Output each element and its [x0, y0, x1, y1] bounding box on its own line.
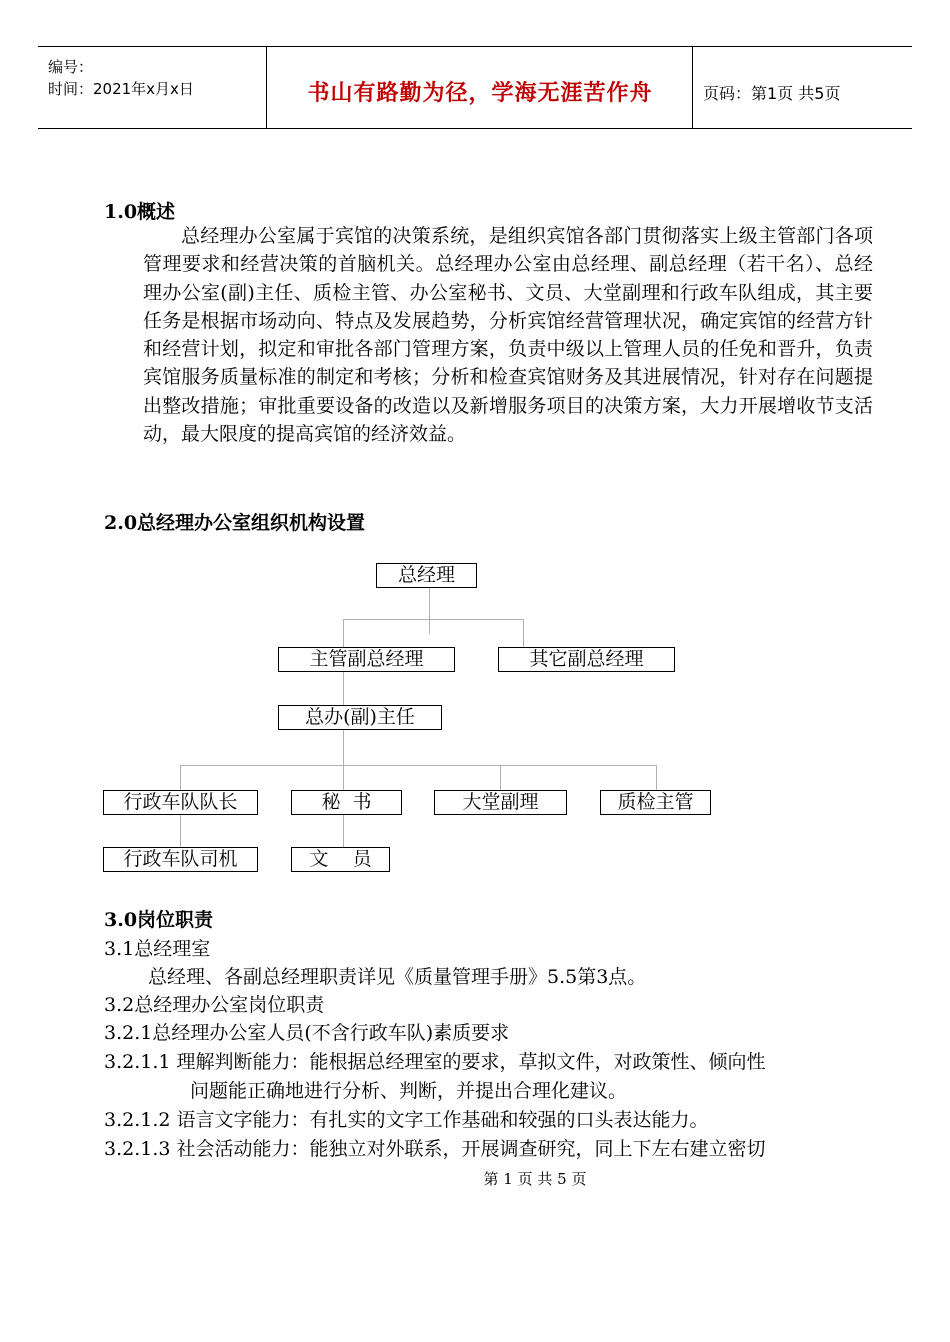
header-divider-left	[266, 46, 267, 129]
connector	[523, 619, 524, 648]
section-3-2-1-3-text: 3.2.1.3 社会活动能力：能独立对外联系，开展调查研究，同上下左右建立密切	[104, 1138, 766, 1160]
header-page-info: 页码：第1页 共5页	[703, 84, 841, 103]
connector	[343, 619, 344, 648]
header-divider-right	[692, 46, 693, 129]
section-3-2-1-2-text: 3.2.1.2 语言文字能力：有扎实的文字工作基础和较强的口头表达能力。	[104, 1109, 709, 1131]
header-bottom-rule	[38, 128, 912, 129]
org-box-director: 总办(副)主任	[278, 705, 442, 730]
section-2-heading: 2.0总经理办公室组织机构设置	[104, 512, 366, 534]
section-3-1-title: 3.1总经理室	[104, 938, 211, 960]
section-3-2-title: 3.2总经理办公室岗位职责	[104, 994, 325, 1016]
section-3-2-1-1-text: 3.2.1.1 理解判断能力：能根据总经理室的要求，草拟文件，对政策性、倾向性	[104, 1051, 766, 1073]
section-3-2-1-title: 3.2.1总经理办公室人员(不含行政车队)素质要求	[104, 1022, 510, 1044]
org-box-secretary: 秘 书	[291, 790, 402, 815]
page-footer: 第 1 页 共 5 页	[483, 1170, 587, 1188]
org-box-gm: 总经理	[376, 563, 477, 588]
section-3-heading: 3.0岗位职责	[104, 909, 214, 931]
org-box-fleet-leader: 行政车队队长	[103, 790, 258, 815]
org-box-fleet-driver: 行政车队司机	[103, 847, 258, 872]
header-motto: 书山有路勤为径，学海无涯苦作舟	[307, 81, 653, 106]
org-box-main-vp: 主管副总经理	[278, 647, 455, 672]
header-top-rule	[38, 46, 912, 47]
section-3-1-text: 总经理、各副总经理职责详见《质量管理手册》5.5第3点。	[148, 966, 647, 988]
connector	[180, 814, 181, 848]
section-1-heading: 1.0概述	[104, 201, 176, 223]
connector	[180, 765, 181, 791]
header-meta	[48, 56, 194, 100]
connector	[343, 672, 344, 706]
org-box-clerk: 文 员	[291, 847, 390, 872]
connector	[180, 765, 657, 766]
document-time-label: 时间：2021年x月x日	[48, 80, 194, 98]
connector	[429, 587, 430, 634]
section-3-2-1-1-cont: 问题能正确地进行分析、判断，并提出合理化建议。	[190, 1080, 628, 1102]
section-1-paragraph: 总经理办公室属于宾馆的决策系统，是组织宾馆各部门贯彻落实上级主管部门各项管理要求和经营决策的首脑机关。总经理办公室由总经理、副总经理（若干名）、总经理办公室(副)主任、质检主管、办公室秘书、文员、大堂副理和行政车队组成，其主要任务是根据市场动向、特点及发展趋势，分析宾馆经营管理状况，确定宾馆的经营方针和经营计划，拟定和审批各部门管理方案，负责中级以上管理人员的任免和晋升，负责宾馆服务质量标准的制定和考核；分析和检查宾馆财务及其进展情况，针对存在问题提出整改措施；审批重要设备的改造以及新增服务项目的决策方案，大力开展增收节支活动，最大限度的提高宾馆的经济效益。	[143, 225, 873, 446]
document-number-label: 编号：	[48, 58, 94, 76]
connector	[500, 765, 501, 791]
org-box-lobby-manager: 大堂副理	[434, 790, 567, 815]
org-box-other-vp: 其它副总经理	[498, 647, 675, 672]
connector	[656, 765, 657, 791]
connector	[343, 619, 524, 620]
org-box-qc-supervisor: 质检主管	[600, 790, 711, 815]
